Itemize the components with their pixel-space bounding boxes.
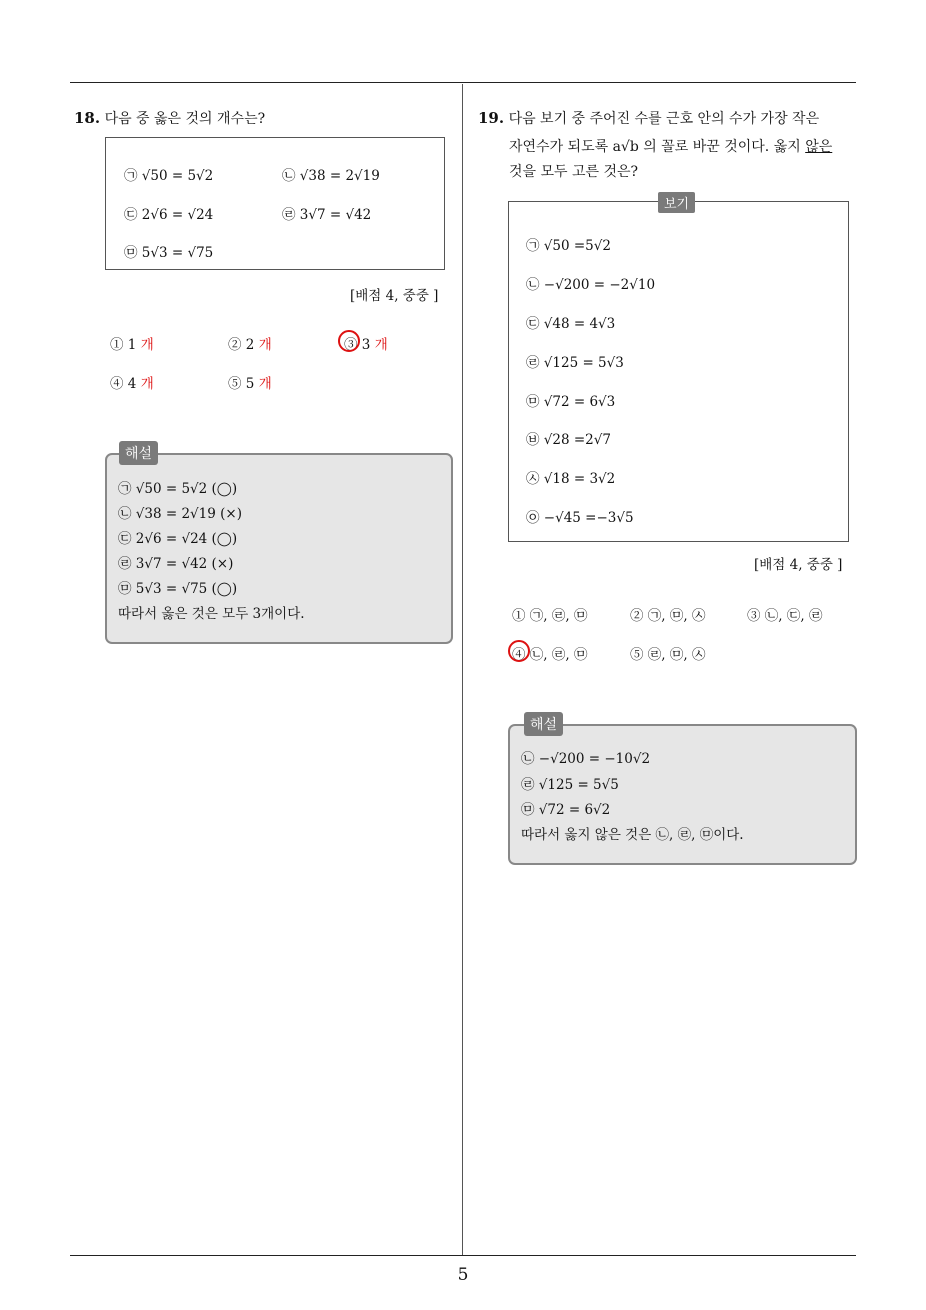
q19-option-5[interactable] xyxy=(630,643,705,663)
q19-option-3[interactable] xyxy=(747,604,822,624)
q19-solution-box xyxy=(508,724,857,865)
q18-score: [배점 4, 중중 ] xyxy=(350,288,439,304)
q18-answer-circle-mark xyxy=(338,330,360,352)
bottom-rule xyxy=(70,1255,856,1256)
option-number: ① xyxy=(512,608,526,624)
option-unit: 개 xyxy=(258,337,272,353)
q18-solution-line-5: ㉤ 5√3 = √75 (◯) xyxy=(118,581,238,597)
option-value: 1 xyxy=(127,337,137,353)
q19-option-1[interactable] xyxy=(512,604,587,624)
q18-statement-box xyxy=(105,137,445,270)
option-number: ⑤ xyxy=(630,647,644,663)
top-rule xyxy=(70,82,856,83)
q19-question-line2 xyxy=(509,136,832,156)
option-number: ④ xyxy=(110,376,124,392)
q19-item-3: ㉢ √48 = 4√3 xyxy=(526,316,616,332)
page-number: 5 xyxy=(457,1265,469,1285)
q18-number: 18. xyxy=(74,109,101,127)
q19-solution-tab: 해설 xyxy=(524,712,563,736)
q19-solution-line-2: ㉣ √125 = 5√5 xyxy=(521,777,619,793)
option-value: ㉠, ㉣, ㉤ xyxy=(529,608,588,624)
q19-item-8: ㉧ −√45 =−3√5 xyxy=(526,510,634,526)
q19-bogi-tab: 보기 xyxy=(658,192,695,213)
q19-item-1: ㉠ √50 =5√2 xyxy=(526,238,611,254)
q19-number: 19. xyxy=(478,109,505,127)
q19-item-5: ㉤ √72 = 6√3 xyxy=(526,394,616,410)
q18-question: 다음 중 옳은 것의 개수는? xyxy=(104,111,266,127)
q19-question-underlined: 않은 xyxy=(805,139,833,155)
q18-option-4[interactable] xyxy=(110,372,154,392)
q19-item-4: ㉣ √125 = 5√3 xyxy=(526,355,624,371)
q19-answer-circle-mark xyxy=(508,640,530,662)
q19-option-2[interactable] xyxy=(630,604,705,624)
option-unit: 개 xyxy=(140,337,154,353)
option-value: 5 xyxy=(245,376,255,392)
option-unit: 개 xyxy=(374,337,388,353)
q19-solution-line-3: ㉤ √72 = 6√2 xyxy=(521,802,611,818)
option-number: ② xyxy=(630,608,644,624)
q19-question-line3: 것을 모두 고른 것은? xyxy=(509,164,639,180)
q18-item-2: ㉡ √38 = 2√19 xyxy=(282,168,380,184)
q18-option-1[interactable] xyxy=(110,333,154,353)
option-value: 4 xyxy=(127,376,137,392)
q18-solution-line-4: ㉣ 3√7 = √42 (×) xyxy=(118,556,234,572)
option-number: ③ xyxy=(344,337,358,353)
q19-item-7: ㉦ √18 = 3√2 xyxy=(526,471,616,487)
q18-solution-line-2: ㉡ √38 = 2√19 (×) xyxy=(118,506,242,522)
option-unit: 개 xyxy=(258,376,272,392)
q18-option-5[interactable] xyxy=(228,372,272,392)
q19-solution-line-1: ㉡ −√200 = −10√2 xyxy=(521,751,651,767)
option-number: ③ xyxy=(747,608,761,624)
option-value: ㉣, ㉤, ㉦ xyxy=(647,647,706,663)
q19-question-line1: 다음 보기 중 주어진 수를 근호 안의 수가 가장 작은 xyxy=(508,111,820,127)
column-divider xyxy=(462,84,463,1256)
option-value: ㉠, ㉤, ㉦ xyxy=(647,608,706,624)
q19-item-2: ㉡ −√200 = −2√10 xyxy=(526,277,656,293)
option-unit: 개 xyxy=(140,376,154,392)
q18-solution-line-1: ㉠ √50 = 5√2 (◯) xyxy=(118,481,238,497)
q19-question-line2-text: 자연수가 되도록 a√b 의 꼴로 바꾼 것이다. 옳지 xyxy=(509,139,806,155)
q19-score: [배점 4, 중중 ] xyxy=(754,557,843,573)
q18-item-4: ㉣ 3√7 = √42 xyxy=(282,207,372,223)
option-value: ㉡, ㉣, ㉤ xyxy=(529,647,588,663)
q18-solution-box xyxy=(105,453,453,644)
option-value: 3 xyxy=(361,337,371,353)
q18-option-2[interactable] xyxy=(228,333,272,353)
q18-solution-tab: 해설 xyxy=(119,441,158,465)
option-number: ⑤ xyxy=(228,376,242,392)
q18-header xyxy=(74,108,265,128)
q18-item-3: ㉢ 2√6 = √24 xyxy=(124,207,214,223)
q18-item-1: ㉠ √50 = 5√2 xyxy=(124,168,214,184)
q19-header xyxy=(478,108,819,128)
option-number: ④ xyxy=(512,647,526,663)
option-value: 2 xyxy=(245,337,255,353)
q18-solution-conclusion: 따라서 옳은 것은 모두 3개이다. xyxy=(118,606,305,622)
q19-solution-conclusion: 따라서 옳지 않은 것은 ㉡, ㉣, ㉤이다. xyxy=(521,827,744,843)
q19-item-6: ㉥ √28 =2√7 xyxy=(526,432,611,448)
q19-bogi-box xyxy=(508,201,849,542)
q18-solution-line-3: ㉢ 2√6 = √24 (◯) xyxy=(118,531,238,547)
q18-item-5: ㉤ 5√3 = √75 xyxy=(124,245,214,261)
option-value: ㉡, ㉢, ㉣ xyxy=(764,608,823,624)
option-number: ① xyxy=(110,337,124,353)
option-number: ② xyxy=(228,337,242,353)
